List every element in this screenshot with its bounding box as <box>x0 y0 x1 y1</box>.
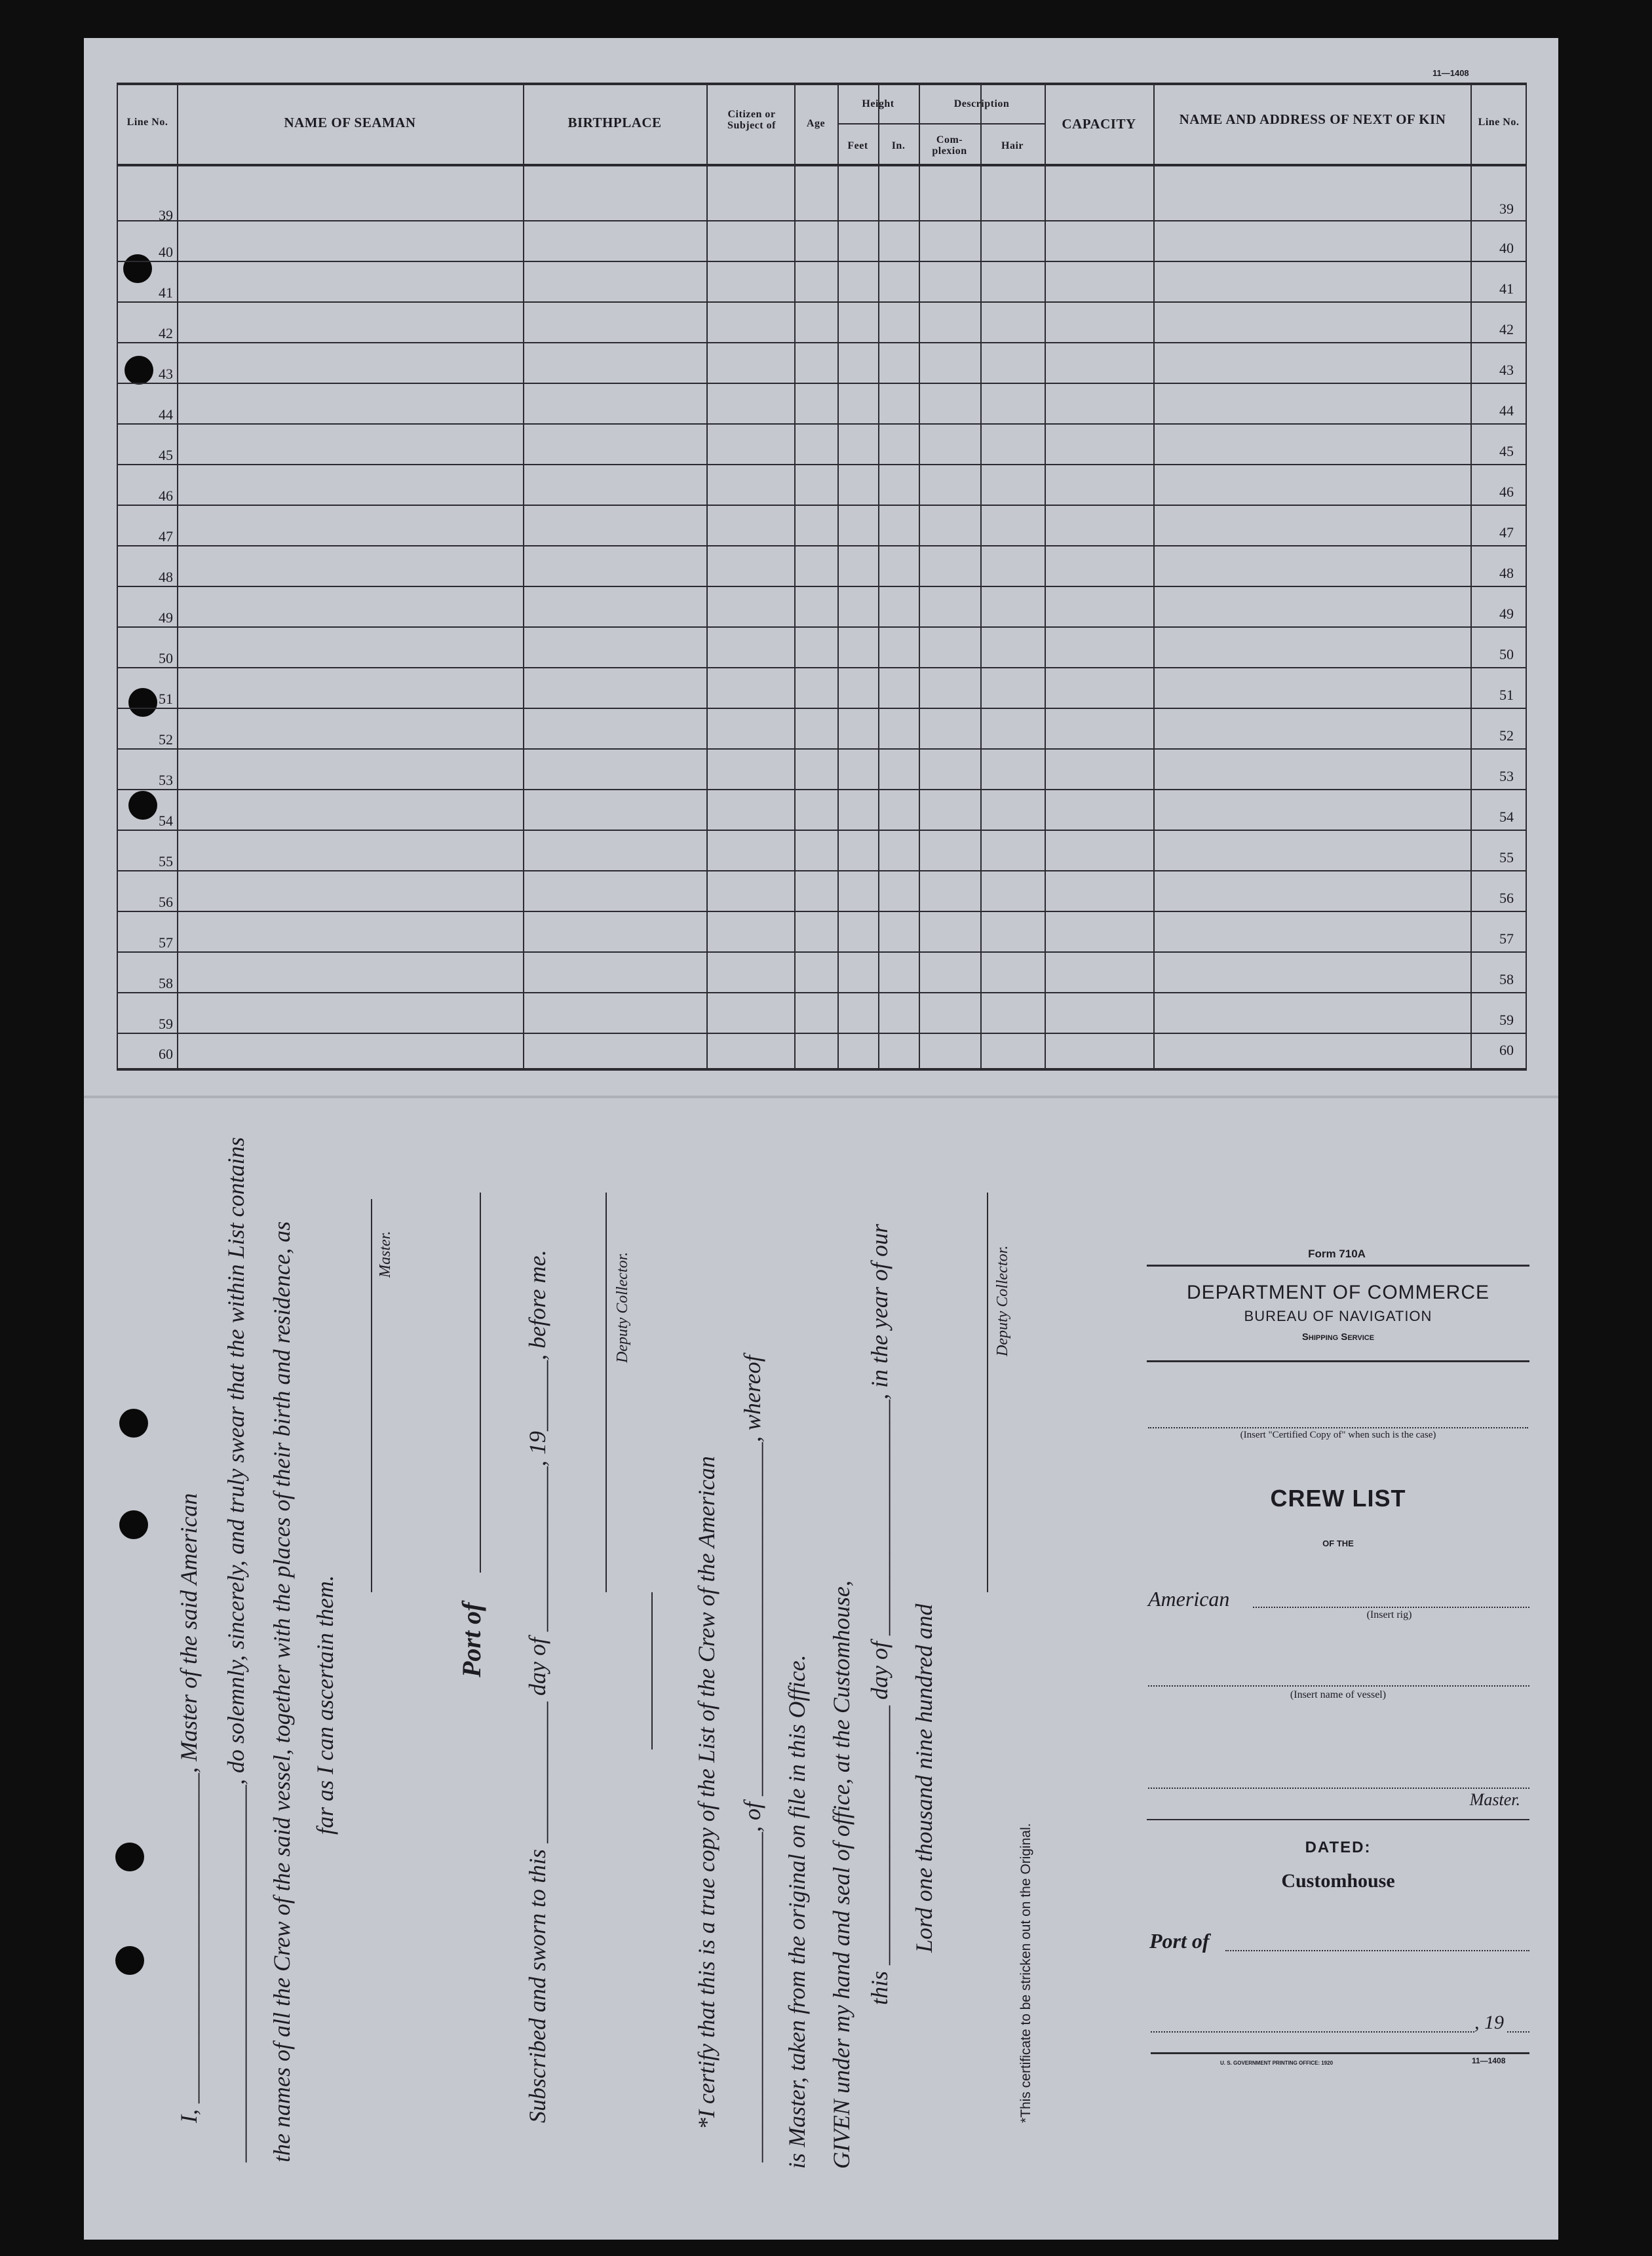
cover-rule-mid <box>1147 1360 1529 1362</box>
customhouse-label: Customhouse <box>1281 1870 1395 1892</box>
line-number-right: 42 <box>1499 321 1514 337</box>
punch-hole <box>119 1409 148 1438</box>
line-number: 39 <box>159 207 173 223</box>
line-number-right: 56 <box>1499 890 1514 906</box>
header-height: Height <box>862 98 894 109</box>
line-number-right: 59 <box>1499 1012 1514 1028</box>
line-number: 48 <box>159 569 173 585</box>
line-number-right: 57 <box>1499 930 1514 947</box>
line-number: 55 <box>159 853 173 870</box>
port-of-line <box>480 1193 481 1573</box>
line-number: 51 <box>159 691 173 707</box>
header-inches: In. <box>891 140 906 151</box>
deputy-collector-line-2 <box>987 1193 988 1592</box>
cover-rule-top <box>1147 1265 1529 1267</box>
department-title: DEPARTMENT OF COMMERCE <box>1186 1282 1490 1303</box>
line-number-right: 47 <box>1499 524 1514 541</box>
header-feet: Feet <box>847 140 868 151</box>
header-description: Description <box>953 98 1010 109</box>
certificate-line-4: GIVEN under my hand and seal of office, at the Customhouse, <box>828 1580 855 2169</box>
line-number: 58 <box>159 975 173 991</box>
line-number: 59 <box>159 1016 173 1032</box>
year-label: , 19 <box>1474 2012 1504 2033</box>
header-birthplace: BIRTHPLACE <box>567 115 662 130</box>
line-number: 40 <box>159 244 173 260</box>
cover-port-line <box>1225 1950 1529 1951</box>
oath-line-1: I, ____________________________, Master of the said American <box>176 1493 202 2123</box>
line-number: 50 <box>159 650 173 666</box>
form-number: 11—1408 <box>1432 68 1469 78</box>
header-capacity: CAPACITY <box>1062 116 1136 132</box>
line-number: 54 <box>159 813 173 829</box>
deputy-collector-label-1: Deputy Collector. <box>614 1252 631 1363</box>
line-number: 57 <box>159 934 173 951</box>
header-age: Age <box>806 118 826 129</box>
cover-master-label: Master. <box>1469 1790 1520 1809</box>
certificate-footnote: *This certificate to be stricken out on the Original. <box>1018 1823 1033 2123</box>
certified-copy-line <box>1148 1427 1528 1428</box>
certificate-line-2: ____________________________, of ______________________________, whereof <box>739 1355 765 2162</box>
line-number: 53 <box>159 772 173 788</box>
oath-line-2: ________________________________, do solemnly, sincerely, and truly swear that the within List contains <box>223 1137 249 2162</box>
subscribed-line: Subscribed and sworn to this ____________ day of ______________, 19______, before me. <box>524 1250 550 2123</box>
line-number-right: 50 <box>1499 646 1514 662</box>
vessel-name-line <box>1148 1685 1529 1687</box>
insert-certified-note: (Insert "Certified Copy of" when such is the case) <box>1240 1430 1436 1440</box>
line-number-right: 45 <box>1499 443 1514 459</box>
american-label: American <box>1148 1587 1230 1611</box>
header-name-of-seaman: NAME OF SEAMAN <box>284 115 416 130</box>
crew-table <box>117 83 1527 1071</box>
dated-label: DATED: <box>1305 1839 1372 1856</box>
line-number: 42 <box>159 325 173 341</box>
line-number-right: 49 <box>1499 605 1514 622</box>
port-of-label: Port of <box>457 1602 486 1677</box>
insert-rig-note: (Insert rig) <box>1366 1609 1412 1620</box>
of-the-label: OF THE <box>1322 1539 1354 1548</box>
cover-rule-low <box>1147 1819 1529 1820</box>
master-label: Master. <box>377 1231 394 1278</box>
certificate-line-5: this ______________________ day of ____________________, in the year of our <box>866 1224 893 2005</box>
line-number: 43 <box>159 366 173 382</box>
line-number: 41 <box>159 284 173 301</box>
deputy-collector-label-2: Deputy Collector. <box>994 1245 1011 1356</box>
header-complexion: Com-plexion <box>932 134 967 157</box>
line-number-right: 39 <box>1499 201 1514 217</box>
line-number-right: 46 <box>1499 484 1514 500</box>
header-hair: Hair <box>1001 140 1024 151</box>
punch-hole <box>115 1843 144 1871</box>
deputy-collector-line-1 <box>605 1193 607 1592</box>
cover-rule-bottom <box>1151 2052 1529 2054</box>
line-number-right: 60 <box>1499 1042 1514 1058</box>
printing-office-note: U. S. GOVERNMENT PRINTING OFFICE: 1920 <box>1220 2060 1334 2066</box>
line-number-right: 41 <box>1499 280 1514 297</box>
crew-list-title: CREW LIST <box>1270 1485 1406 1512</box>
bureau-title: BUREAU OF NAVIGATION <box>1244 1308 1432 1324</box>
shipping-service: Shipping Service <box>1301 1331 1375 1343</box>
line-number: 52 <box>159 731 173 748</box>
page-fold <box>84 1096 1558 1098</box>
insert-vessel-note: (Insert name of vessel) <box>1290 1689 1387 1700</box>
line-number-right: 43 <box>1499 362 1514 378</box>
line-number: 46 <box>159 488 173 504</box>
line-number: 49 <box>159 609 173 626</box>
certificate-line-1: *I certify that this is a true copy of the List of the Crew of the American <box>693 1456 720 2130</box>
header-next-of-kin: NAME AND ADDRESS OF NEXT OF KIN <box>1179 111 1446 127</box>
line-number-right: 52 <box>1499 727 1514 744</box>
year-line <box>1507 2031 1529 2033</box>
line-number-right: 44 <box>1499 402 1514 419</box>
line-number-right: 53 <box>1499 768 1514 784</box>
certificate-line-6: Lord one thousand nine hundred and <box>911 1603 937 1953</box>
punch-hole <box>119 1510 148 1539</box>
cover-form-number: 11—1408 <box>1472 2056 1506 2065</box>
oath-line-3: the names of all the Crew of the said vessel, together with the places of their birth and residence, as <box>269 1221 295 2162</box>
line-number-right: 54 <box>1499 809 1514 825</box>
line-number-right: 51 <box>1499 687 1514 703</box>
line-number: 45 <box>159 447 173 463</box>
header-line-no: Line No. <box>126 117 168 128</box>
line-number-right: 55 <box>1499 849 1514 866</box>
line-number: 44 <box>159 406 173 423</box>
line-number-right: 40 <box>1499 240 1514 256</box>
line-number-right: 58 <box>1499 971 1514 987</box>
master-name-line <box>1148 1788 1529 1789</box>
date-line <box>1151 2031 1474 2033</box>
oath-line-4: far as I can ascertain them. <box>312 1575 338 1835</box>
separator-line <box>651 1592 653 1749</box>
header-line-no-right: Line No. <box>1478 117 1520 128</box>
punch-hole <box>115 1946 144 1975</box>
line-number: 47 <box>159 528 173 545</box>
line-number-right: 48 <box>1499 565 1514 581</box>
header-citizen: Citizen or Subject of <box>727 109 776 131</box>
line-number: 56 <box>159 894 173 910</box>
line-number: 60 <box>159 1046 173 1062</box>
certificate-line-3: is Master, taken from the original on file in this Office. <box>784 1654 810 2169</box>
rig-line <box>1253 1607 1529 1608</box>
form-710a: Form 710A <box>1308 1248 1366 1260</box>
cover-port-of-label: Port of <box>1149 1929 1210 1953</box>
